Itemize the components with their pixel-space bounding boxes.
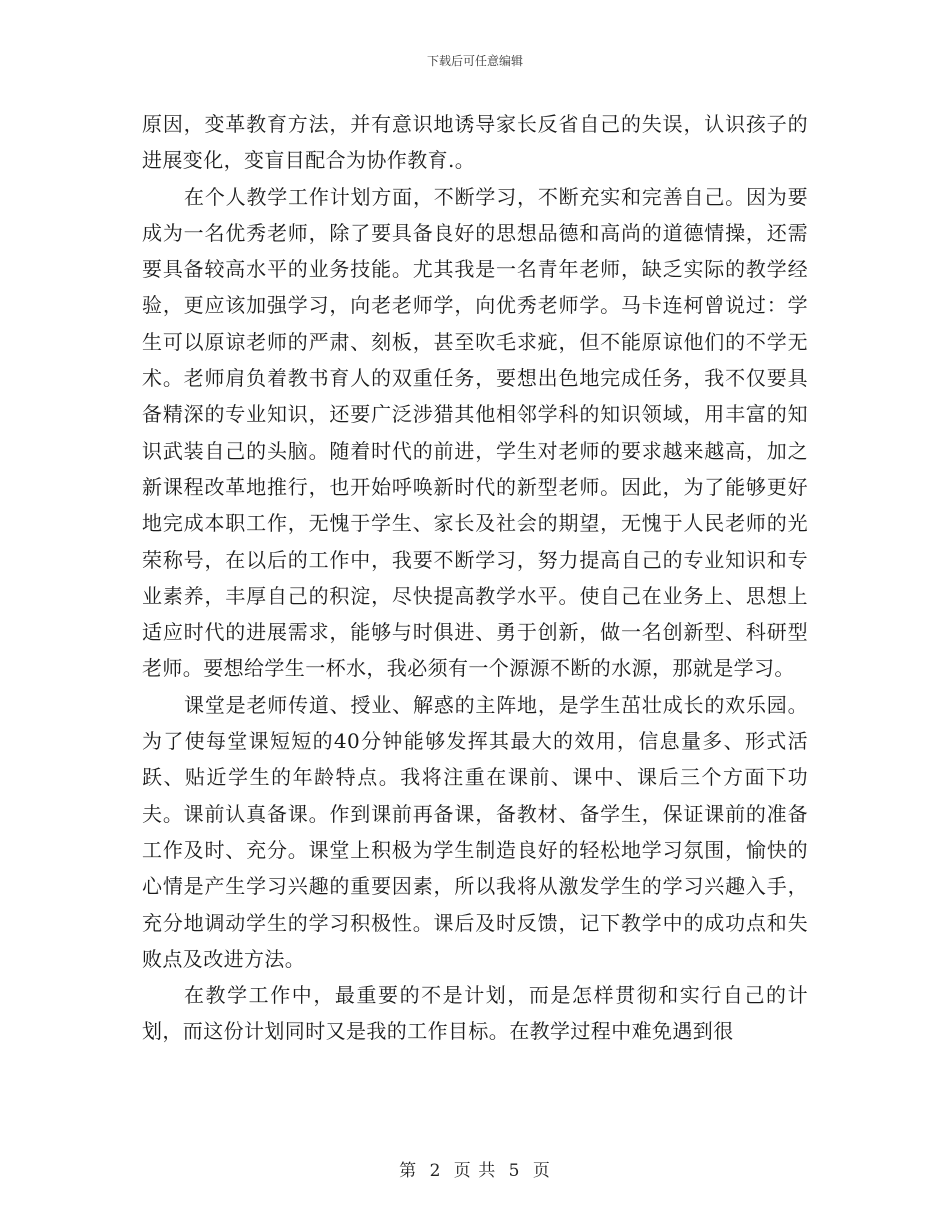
paragraph-1: 原因，变革教育方法，并有意识地诱导家长反省自己的失误，认识孩子的进展变化，变盲目配合为协作教育.。: [142, 112, 808, 173]
page-number-current: 2: [429, 1161, 442, 1181]
page-number-prefix: 第: [399, 1161, 418, 1181]
paragraph-4: 在教学工作中，最重要的不是计划，而是怎样贯彻和实行自己的计划，而这份计划同时又是我的工作目标。在教学过程中难免遇到很: [142, 983, 808, 1044]
page-header: 下载后可任意编辑: [426, 54, 523, 68]
paragraph-2: 在个人教学工作计划方面，不断学习，不断充实和完善自己。因为要成为一名优秀老师，除了要具备良好的思想品德和高尚的道德情操，还需要具备较高水平的业务技能。尤其我是一名青年老师，缺乏实际的教学经验，更应该加强学习，向老老师学，向优秀老师学。马卡连柯曾说过：学生可以原谅老师的严肃、刻板，甚至吹毛求疵，但不能原谅他们的不学无术。老师肩负着教书育人的双重任务，要想出色地完成任务，我不仅要具备精深的专业知识，还要广泛涉猎其他相邻学科的知识领域，用丰富的知识武装自己的头脑。随着时代的前进，学生对老师的要求越来越高，加之新课程改革地推行，也开始呼唤新时代的新型老师。因此，为了能够更好地完成本职工作，无愧于学生、家长及社会的期望，无愧于人民老师的光荣称号，在以后的工作中，我要不断学习，努力提高自己的专业知识和专业素养，丰厚自己的积淀，尽快提高教学水平。使自己在业务上、思想上适应时代的进展需求，能够与时俱进、勇于创新，做一名创新型、科研型老师。要想给学生一杯水，我必须有一个源源不断的水源，那就是学习。: [142, 184, 808, 681]
page-number-suffix: 页: [532, 1161, 551, 1181]
page-footer: [0, 1156, 950, 1181]
document-body: [142, 106, 808, 1050]
page-number-total: 5: [508, 1161, 521, 1181]
paragraph-3: 课堂是老师传道、授业、解惑的主阵地，是学生茁壮成长的欢乐园。为了使每堂课短短的40分钟能够发挥其最大的效用，信息量多、形式活跃、贴近学生的年龄特点。我将注重在课前、课中、课后三个方面下功夫。课前认真备课。作到课前再备课，备教材、备学生，保证课前的准备工作及时、充分。课堂上积极为学生制造良好的轻松地学习氛围，愉快的心情是产生学习兴趣的重要因素，所以我将从激发学生的学习兴趣入手，充分地调动学生的学习积极性。课后及时反馈，记下教学中的成功点和失败点及改进方法。: [142, 692, 808, 971]
page-number-mid: 页 共: [453, 1161, 497, 1181]
